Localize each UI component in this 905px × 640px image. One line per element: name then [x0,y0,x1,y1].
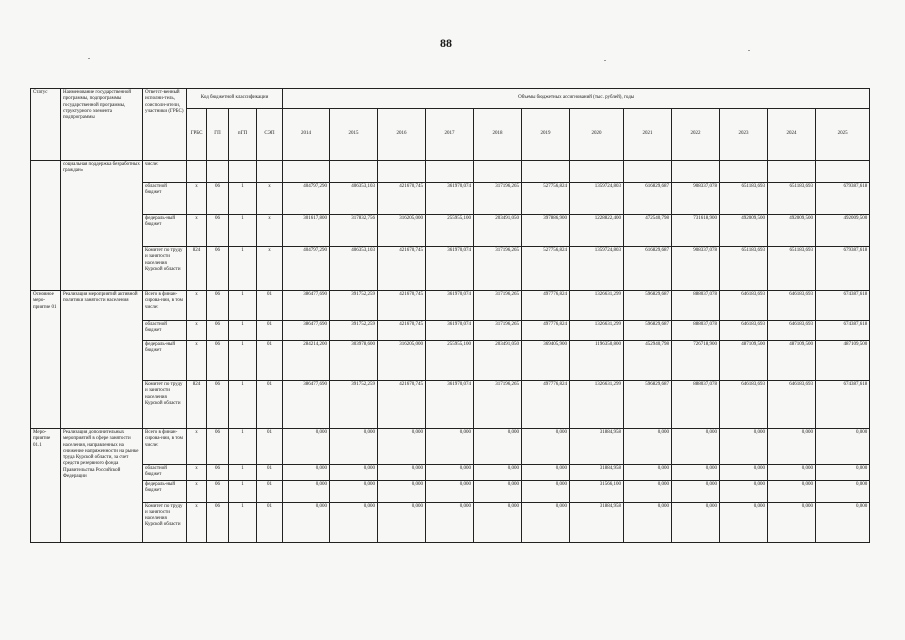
row-code-3: 01 [257,341,283,381]
row-code-0: х [187,341,207,381]
row-code-0: х [187,480,207,502]
row-value-2020: 1228822,400 [570,215,624,247]
header-code-1: ГП [207,109,229,161]
row-value-2016 [378,161,426,183]
row-value-2022: 888037,078 [672,381,720,429]
row-value-2024: 0,000 [768,480,816,502]
row-value-2014: 386477,690 [283,321,330,341]
header-year-2019: 2019 [522,109,570,161]
row-value-2020: 1359724,803 [570,247,624,291]
row-value-2016: 0,000 [378,465,426,481]
row-value-2021: 0,000 [624,465,672,481]
row-value-2018: 0,000 [474,502,522,542]
row-value-2025: 0,000 [816,429,870,465]
row-value-2020: 31884,958 [570,429,624,465]
row-value-2020: 1326631,299 [570,291,624,321]
row-value-2024 [768,161,816,183]
row-value-2016: 0,000 [378,429,426,465]
scan-speck [748,50,750,51]
row-value-2021: 596829,687 [624,321,672,341]
row-value-2016: 0,000 [378,480,426,502]
header-year-2018: 2018 [474,109,522,161]
row-value-2024: 651183,693 [768,247,816,291]
row-value-2024: 0,000 [768,465,816,481]
row-value-2019: 497776,824 [522,291,570,321]
row-value-2019: 497776,824 [522,321,570,341]
row-name: социальная поддержка безработных граждан» [61,161,143,291]
row-value-2018 [474,161,522,183]
row-code-2: 1 [229,291,257,321]
row-value-2018: 317196,265 [474,321,522,341]
row-name: Реализация дополнительных мероприятий в сфере занятости населения, направленных на снижение напряженности на рынке труда Курской области, за счет средств резервного фонда Правительства Российской Федерации [61,429,143,543]
row-value-2021: 616829,687 [624,247,672,291]
row-value-2017: 0,000 [426,465,474,481]
row-code-1: 06 [207,341,229,381]
row-value-2021: 596829,687 [624,291,672,321]
row-value-2021 [624,161,672,183]
row-code-2: 1 [229,341,257,381]
row-value-2016: 316205,000 [378,215,426,247]
row-code-2: 1 [229,183,257,215]
header-year-2015: 2015 [330,109,378,161]
row-value-2015: 391752,259 [330,321,378,341]
row-code-2: 1 [229,465,257,481]
row-value-2018: 0,000 [474,465,522,481]
row-code-3: 01 [257,465,283,481]
header-year-2023: 2023 [720,109,768,161]
row-code-2: 1 [229,215,257,247]
table-row [31,429,870,465]
row-code-1: 06 [207,321,229,341]
row-value-2023: 0,000 [720,502,768,542]
row-value-2018: 0,000 [474,480,522,502]
header-name: Наименование государственной программы, подпрограммы государственной программы, структурного элемента подпрограммы [61,89,143,161]
row-value-2021: 0,000 [624,429,672,465]
table-row [31,341,870,381]
row-value-2019: 527756,824 [522,183,570,215]
scan-speck [604,60,606,61]
row-status: Основное меро-приятие 01 [31,291,61,429]
row-code-1 [207,161,229,183]
row-value-2019: 0,000 [522,465,570,481]
row-value-2025: 679387,618 [816,247,870,291]
header-year-2025: 2025 [816,109,870,161]
row-value-2015: 391752,259 [330,381,378,429]
row-value-2024: 646183,693 [768,321,816,341]
row-value-2015: 317832,756 [330,215,378,247]
budget-table [30,88,870,543]
row-value-2014: 0,000 [283,480,330,502]
table-row [31,480,870,502]
row-code-0: 824 [187,381,207,429]
row-value-2024: 0,000 [768,429,816,465]
row-value-2020: 1196350,800 [570,341,624,381]
row-value-2015: 0,000 [330,480,378,502]
row-value-2022: 908337,078 [672,183,720,215]
row-value-2014: 284214,200 [283,341,330,381]
row-value-2014: 301617,800 [283,215,330,247]
row-value-2019: 527756,824 [522,247,570,291]
table-row [31,215,870,247]
row-value-2019: 369405,900 [522,341,570,381]
header-year-2017: 2017 [426,109,474,161]
row-value-2017: 0,000 [426,502,474,542]
row-code-2: 1 [229,429,257,465]
row-value-2017: 361970,074 [426,321,474,341]
row-value-2022 [672,161,720,183]
row-value-2021: 472540,798 [624,215,672,247]
row-value-2016: 316205,000 [378,341,426,381]
row-code-0: х [187,465,207,481]
row-value-2015: 406353,103 [330,183,378,215]
table-row [31,502,870,542]
row-value-2022: 0,000 [672,480,720,502]
row-value-2023: 0,000 [720,429,768,465]
row-value-2015: 0,000 [330,429,378,465]
row-value-2025: 674387,618 [816,321,870,341]
table-row [31,465,870,481]
row-value-2023 [720,161,768,183]
row-value-2021: 0,000 [624,502,672,542]
row-value-2025: 492009,500 [816,215,870,247]
row-code-3 [257,161,283,183]
row-value-2016: 421670,745 [378,247,426,291]
row-value-2020: 1326631,299 [570,321,624,341]
row-value-2016: 0,000 [378,502,426,542]
header-budget-code: Код бюджетной классификации [187,89,283,109]
row-value-2020: 31884,958 [570,502,624,542]
row-code-2: 1 [229,502,257,542]
row-value-2023: 651183,693 [720,247,768,291]
row-code-3: 01 [257,321,283,341]
row-value-2018: 203491,050 [474,341,522,381]
row-value-2017: 0,000 [426,480,474,502]
row-value-2025: 0,000 [816,480,870,502]
row-value-2018: 317196,265 [474,183,522,215]
row-code-1: 06 [207,465,229,481]
row-value-2023: 646183,693 [720,381,768,429]
row-value-2022: 908337,078 [672,247,720,291]
row-responsible: Всего в финан-сирова-нии, в том числе: [143,291,187,321]
row-code-0: х [187,429,207,465]
table-row [31,161,870,183]
row-code-3: 01 [257,480,283,502]
row-code-0: х [187,291,207,321]
row-value-2025: 0,000 [816,465,870,481]
row-responsible: федераль-ный бюджет [143,215,187,247]
header-year-2014: 2014 [283,109,330,161]
table-row [31,247,870,291]
row-code-1: 06 [207,429,229,465]
row-code-0: х [187,502,207,542]
row-value-2021: 0,000 [624,480,672,502]
row-value-2019: 0,000 [522,502,570,542]
row-status [31,161,61,291]
row-code-2 [229,161,257,183]
header-code-3: СЭП [257,109,283,161]
row-value-2021: 596829,687 [624,381,672,429]
table-body [31,161,870,543]
row-value-2023: 492009,500 [720,215,768,247]
row-value-2016: 421670,745 [378,381,426,429]
row-value-2023: 0,000 [720,465,768,481]
row-value-2015: 0,000 [330,465,378,481]
row-value-2018: 0,000 [474,429,522,465]
row-value-2017: 361970,074 [426,247,474,291]
row-value-2017: 361970,074 [426,183,474,215]
row-responsible: областной бюджет [143,321,187,341]
header-year-2021: 2021 [624,109,672,161]
row-code-1: 06 [207,247,229,291]
row-code-1: 06 [207,183,229,215]
row-value-2014: 386477,690 [283,291,330,321]
row-value-2023: 0,000 [720,480,768,502]
header-code-2: пГП [229,109,257,161]
row-value-2022: 0,000 [672,429,720,465]
row-value-2024: 646183,693 [768,291,816,321]
row-value-2017: 255955,100 [426,215,474,247]
row-code-1: 06 [207,502,229,542]
row-value-2022: 731618,900 [672,215,720,247]
row-code-0: х [187,215,207,247]
page-number: 88 [440,36,452,50]
row-code-3: х [257,215,283,247]
row-value-2014: 0,000 [283,429,330,465]
row-value-2017: 0,000 [426,429,474,465]
row-value-2016: 421670,745 [378,183,426,215]
row-code-2: 1 [229,480,257,502]
row-value-2014: 0,000 [283,465,330,481]
row-value-2023: 651183,693 [720,183,768,215]
row-code-3: х [257,183,283,215]
header-year-2016: 2016 [378,109,426,161]
row-value-2023: 646183,693 [720,291,768,321]
header-code-0: ГРБС [187,109,207,161]
row-value-2024: 487109,500 [768,341,816,381]
header-year-2022: 2022 [672,109,720,161]
header-responsible: Ответст-венный исполни-тель, соисполн-ители, участники (ГРБС) [143,89,187,161]
row-value-2024: 651183,693 [768,183,816,215]
row-value-2018: 317196,265 [474,381,522,429]
row-value-2015: 303978,600 [330,341,378,381]
row-value-2025: 679387,618 [816,183,870,215]
row-responsible: Комитет по труду и занятости населения Курской области [143,381,187,429]
row-code-1: 06 [207,381,229,429]
table-row [31,183,870,215]
row-code-3: 01 [257,291,283,321]
row-responsible: Комитет по труду и занятости населения Курской области [143,247,187,291]
row-value-2017: 361970,074 [426,381,474,429]
row-code-1: 06 [207,291,229,321]
row-code-3: х [257,247,283,291]
row-value-2019: 0,000 [522,480,570,502]
row-value-2022: 726718,900 [672,341,720,381]
scan-speck [88,58,90,59]
row-value-2016: 421670,745 [378,321,426,341]
row-value-2022: 0,000 [672,502,720,542]
row-code-1: 06 [207,480,229,502]
row-value-2017 [426,161,474,183]
row-value-2020: 1359724,803 [570,183,624,215]
row-value-2015: 406353,103 [330,247,378,291]
table-row [31,381,870,429]
row-value-2024: 492009,500 [768,215,816,247]
row-code-3: 01 [257,429,283,465]
row-responsible: областной бюджет [143,183,187,215]
row-value-2018: 317196,265 [474,291,522,321]
row-value-2019 [522,161,570,183]
row-code-2: 1 [229,321,257,341]
row-code-3: 01 [257,502,283,542]
row-value-2023: 646183,693 [720,321,768,341]
row-code-0: х [187,183,207,215]
row-code-2: 1 [229,247,257,291]
row-responsible: Всего в финан-сирова-нии, в том числе: [143,429,187,465]
row-responsible: Комитет по труду и занятости населения Курской области [143,502,187,542]
header-year-2020: 2020 [570,109,624,161]
row-code-0: 824 [187,247,207,291]
row-value-2017: 361970,074 [426,291,474,321]
row-value-2020 [570,161,624,183]
row-value-2019: 497776,824 [522,381,570,429]
row-value-2022: 888037,078 [672,291,720,321]
row-responsible: областной бюджет [143,465,187,481]
row-responsible: федераль-ный бюджет [143,480,187,502]
row-code-0 [187,161,207,183]
row-name: Реализация мероприятий активной политики занятости населения [61,291,143,429]
row-value-2024: 646183,693 [768,381,816,429]
row-value-2024: 0,000 [768,502,816,542]
row-code-3: 01 [257,381,283,429]
table-row [31,321,870,341]
row-value-2015 [330,161,378,183]
row-value-2016: 421670,745 [378,291,426,321]
row-value-2021: 452940,798 [624,341,672,381]
row-value-2020: 1326631,299 [570,381,624,429]
row-value-2015: 391752,259 [330,291,378,321]
row-value-2019: 0,000 [522,429,570,465]
row-value-2014: 404797,290 [283,247,330,291]
row-status: Меро-приятие 01.1 [31,429,61,543]
row-value-2015: 0,000 [330,502,378,542]
row-value-2019: 397886,900 [522,215,570,247]
row-value-2020: 31884,958 [570,465,624,481]
row-value-2020: 31566,100 [570,480,624,502]
row-responsible: федераль-ный бюджет [143,341,187,381]
table-row [31,291,870,321]
row-code-1: 06 [207,215,229,247]
row-value-2025: 674387,618 [816,381,870,429]
row-code-0: х [187,321,207,341]
header-status: Статус [31,89,61,161]
row-code-2: 1 [229,381,257,429]
row-value-2025 [816,161,870,183]
header-volumes: Объемы бюджетных ассигнований (тыс. рублей), годы [283,89,870,109]
row-value-2021: 616829,687 [624,183,672,215]
row-value-2025: 0,000 [816,502,870,542]
row-value-2014: 0,000 [283,502,330,542]
header-year-2024: 2024 [768,109,816,161]
row-value-2025: 487109,500 [816,341,870,381]
row-value-2022: 888037,078 [672,321,720,341]
row-value-2022: 0,000 [672,465,720,481]
row-value-2023: 487109,500 [720,341,768,381]
row-value-2018: 203491,050 [474,215,522,247]
row-value-2025: 674387,618 [816,291,870,321]
row-value-2014: 404797,290 [283,183,330,215]
row-responsible: числе: [143,161,187,183]
row-value-2018: 317196,265 [474,247,522,291]
row-value-2014 [283,161,330,183]
row-value-2014: 386477,690 [283,381,330,429]
row-value-2017: 255955,100 [426,341,474,381]
